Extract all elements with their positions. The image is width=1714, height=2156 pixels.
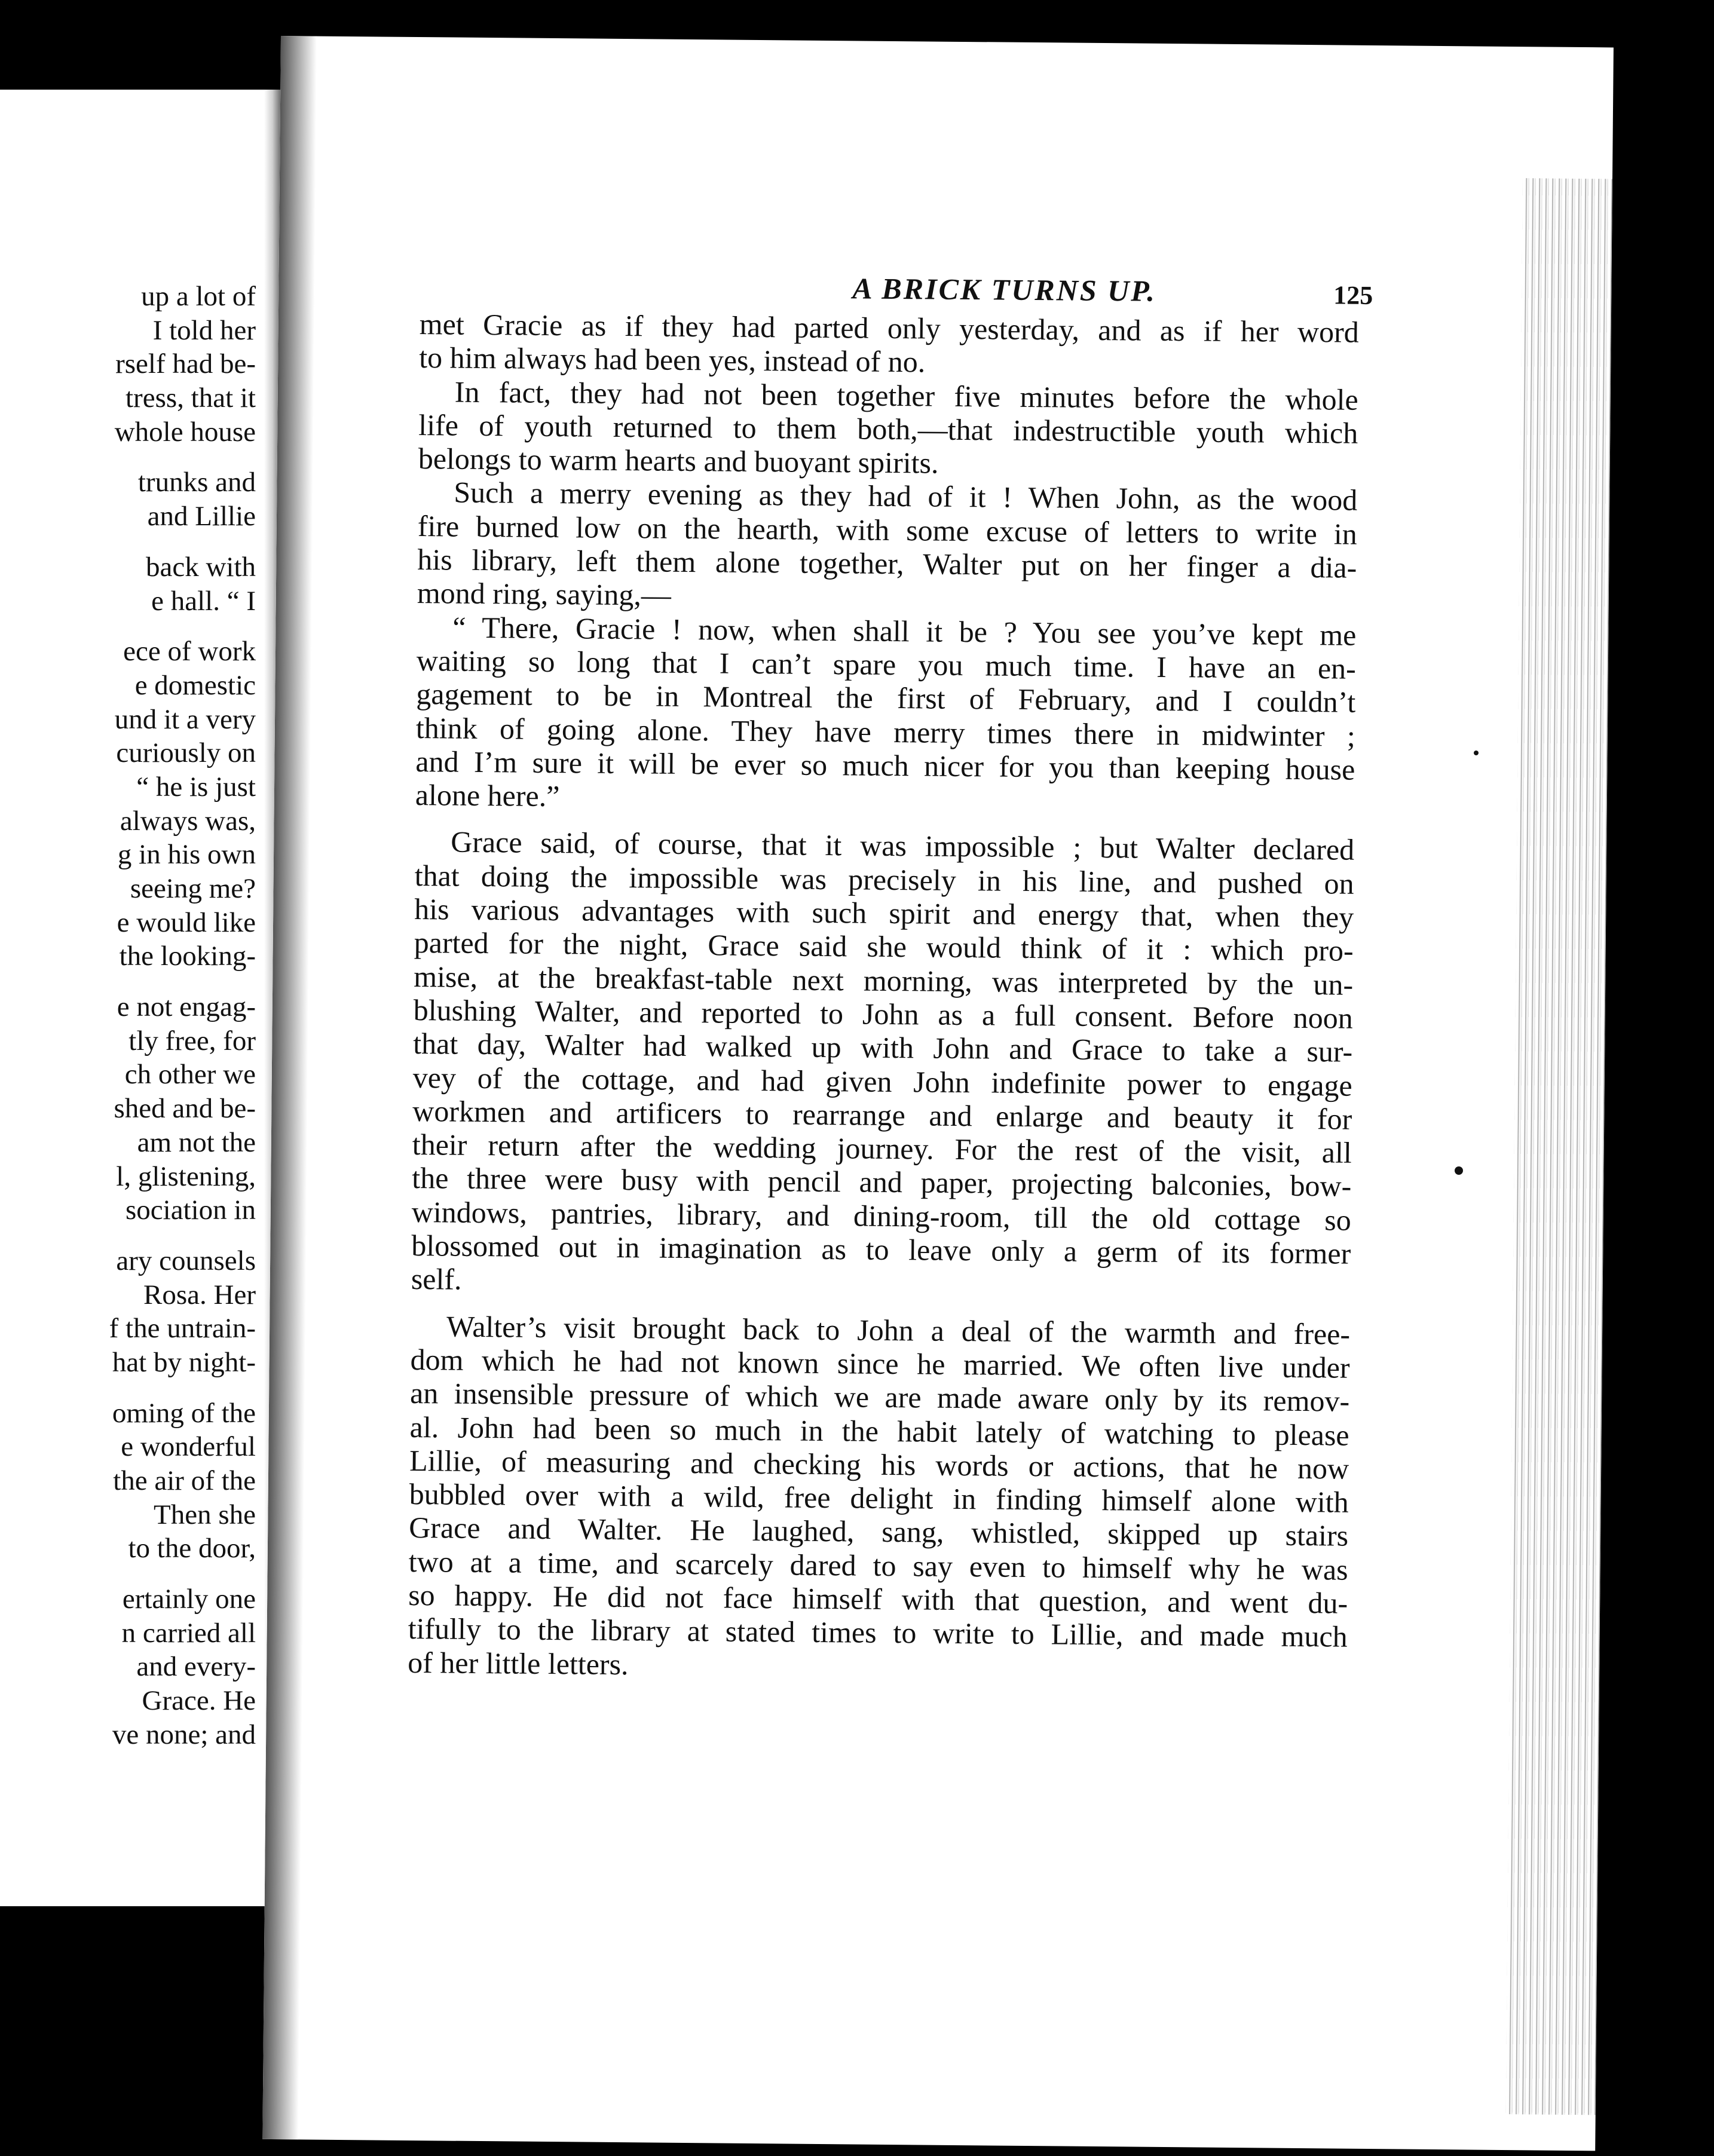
text-line: blossomed out in imagination as to leave only a germ of its former (411, 1228, 1351, 1270)
text-line: mise, at the breakfast-table next morning, was interpreted by the un- (414, 959, 1354, 1002)
text-line: “ There, Gracie ! now, when shall it be ? You see you’ve kept me (452, 610, 1357, 652)
left-page-line: to the door, (128, 1533, 256, 1564)
left-page-line: trunks and (137, 467, 256, 498)
left-page-line: rself had be- (115, 348, 256, 380)
left-page-line: the looking- (119, 941, 256, 972)
paragraph (408, 1309, 1350, 1688)
left-page-line (5, 1380, 256, 1396)
text-line: so happy. He did not face himself with that question, and went du- (408, 1578, 1348, 1620)
left-page-line: n carried all (121, 1617, 256, 1649)
left-page-line (5, 449, 256, 466)
left-page-line: whole house (114, 416, 256, 448)
left-page-line: f the untrain- (109, 1313, 256, 1345)
left-page-text-fragments (5, 280, 256, 1752)
text-line: gagement to be in Montreal the first of February, and I couldn’t (416, 677, 1356, 719)
left-page-line: oming of the (112, 1397, 256, 1429)
text-line: met Gracie as if they had parted only yesterday, and as if her word (419, 307, 1359, 349)
left-page-line: the air of the (113, 1465, 256, 1496)
left-page-line (5, 1227, 256, 1244)
text-line: their return after the wedding journey. For the rest of the visit, all (412, 1128, 1352, 1169)
left-page-line: shed and be- (114, 1093, 256, 1125)
left-page-line: und it a very (114, 703, 256, 735)
left-page-line: tress, that it (126, 382, 256, 414)
paragraph (415, 610, 1357, 820)
left-page-line: Then she (154, 1499, 256, 1530)
text-line: his library, left them alone together, Walter put on her finger a dia- (417, 543, 1357, 584)
text-line: to him always had been yes, instead of no. (419, 341, 926, 379)
text-line: life of youth returned to them both,—that indestructible youth which (418, 408, 1358, 450)
text-line: alone here.” (415, 778, 560, 813)
text-line: self. (411, 1262, 462, 1297)
text-line: parted for the night, Grace said she would think of it : which pro- (414, 926, 1354, 968)
text-line: Grace and Walter. He laughed, sang, whistled, skipped up stairs (408, 1511, 1349, 1553)
text-line: bubbled over with a wild, free delight in finding himself alone with (409, 1477, 1349, 1519)
text-line: fire burned low on the hearth, with some excuse of letters to write in (417, 509, 1358, 551)
left-page-line (5, 618, 256, 635)
text-line: mond ring, saying,— (417, 576, 672, 612)
left-page-line: Rosa. Her (143, 1279, 256, 1310)
left-page-line: Grace. He (142, 1685, 256, 1717)
text-line: In fact, they had not been together five minutes before the whole (454, 375, 1359, 416)
left-page-line (5, 973, 256, 990)
left-page-line: tly free, for (128, 1025, 256, 1056)
left-page-line: sociation in (126, 1195, 256, 1226)
text-line: blushing Walter, and reported to John as a full consent. Before noon (413, 993, 1353, 1035)
left-page-line: am not the (137, 1126, 256, 1158)
left-page-line (5, 534, 256, 550)
text-line: dom which he had not known since he married. We often live under (410, 1342, 1350, 1385)
left-page-line: and every- (136, 1651, 256, 1683)
text-line: waiting so long that I can’t spare you much time. I have an en- (416, 643, 1357, 685)
text-line: think of going alone. They have merry times there in midwinter ; (415, 710, 1356, 753)
left-page-line: e hall. “ I (151, 585, 256, 617)
left-page-line: back with (145, 551, 256, 583)
paragraph (411, 825, 1355, 1304)
body-text (408, 307, 1359, 1688)
left-page-line: g in his own (117, 839, 256, 871)
text-line: Such a merry evening as they had of it ! When John, as the wood (454, 476, 1358, 517)
text-line: Lillie, of measuring and checking his words or actions, that he now (409, 1443, 1349, 1486)
left-page-line: and Lillie (147, 501, 256, 532)
text-line: that doing the impossible was precisely in his line, and pushed on (414, 858, 1354, 901)
left-page-line: e wonderful (121, 1431, 256, 1463)
text-line: windows, pantries, library, and dining-room, till the old cottage so (411, 1195, 1352, 1237)
text-line: that day, Walter had walked up with John and Grace to take a sur- (413, 1027, 1353, 1068)
text-line: the three were busy with pencil and paper, projecting balconies, bow- (412, 1161, 1352, 1203)
text-line: an insensible pressure of which we are made aware only by its remov- (409, 1376, 1350, 1418)
left-page-line: always was, (120, 805, 256, 837)
text-line: workmen and artificers to rearrange and enlarge and beauty it for (412, 1094, 1352, 1136)
left-page-line: “ he is just (136, 771, 256, 803)
text-line: Walter’s visit brought back to John a deal of the warmth and free- (446, 1309, 1351, 1351)
left-page-line: I told her (152, 314, 256, 346)
left-page-line: e not engag- (117, 991, 256, 1023)
text-line: vey of the cottage, and had given John indefinite power to engage (412, 1060, 1352, 1102)
left-page-line: ary counsels (116, 1245, 256, 1276)
left-page-line: l, glistening, (116, 1160, 256, 1192)
running-head: A BRICK TURNS UP. (852, 271, 1157, 308)
left-page-line: seeing me? (130, 873, 256, 904)
paragraph (419, 307, 1359, 382)
left-page-line: ch other we (124, 1059, 256, 1091)
ink-speck (1474, 751, 1479, 755)
page-number: 125 (1333, 280, 1373, 310)
left-page-line: ve none; and (112, 1719, 256, 1750)
text-line: al. John had been so much in the habit lately of watching to please (409, 1410, 1349, 1452)
left-page-line (5, 1566, 256, 1582)
paragraph (417, 476, 1358, 618)
left-page-line: hat by night- (112, 1346, 256, 1378)
ink-speck (1455, 1166, 1463, 1175)
left-page-line: ece of work (123, 636, 256, 667)
left-page-line: ertainly one (122, 1584, 256, 1615)
text-line: of her little letters. (408, 1645, 629, 1681)
left-page-line: e domestic (134, 669, 256, 701)
left-page-line: curiously on (116, 737, 256, 769)
paragraph (418, 375, 1358, 484)
text-line: his various advantages with such spirit and energy that, when they (414, 892, 1354, 934)
text-line: two at a time, and scarcely dared to say even to himself why he was (408, 1544, 1348, 1587)
text-line: Grace said, of course, that it was impossible ; but Walter declared (450, 825, 1355, 867)
left-page-line: e would like (117, 906, 256, 938)
text-line: and I’m sure it will be ever so much nicer for you than keeping house (415, 744, 1355, 786)
page-edges (1506, 178, 1612, 2115)
text-line: tifully to the library at stated times to write to Lillie, and made much (408, 1612, 1348, 1653)
right-page (262, 36, 1614, 2151)
left-page-line: up a lot of (141, 281, 256, 312)
left-page (0, 90, 281, 1906)
text-line: belongs to warm hearts and buoyant spirits. (418, 442, 939, 480)
